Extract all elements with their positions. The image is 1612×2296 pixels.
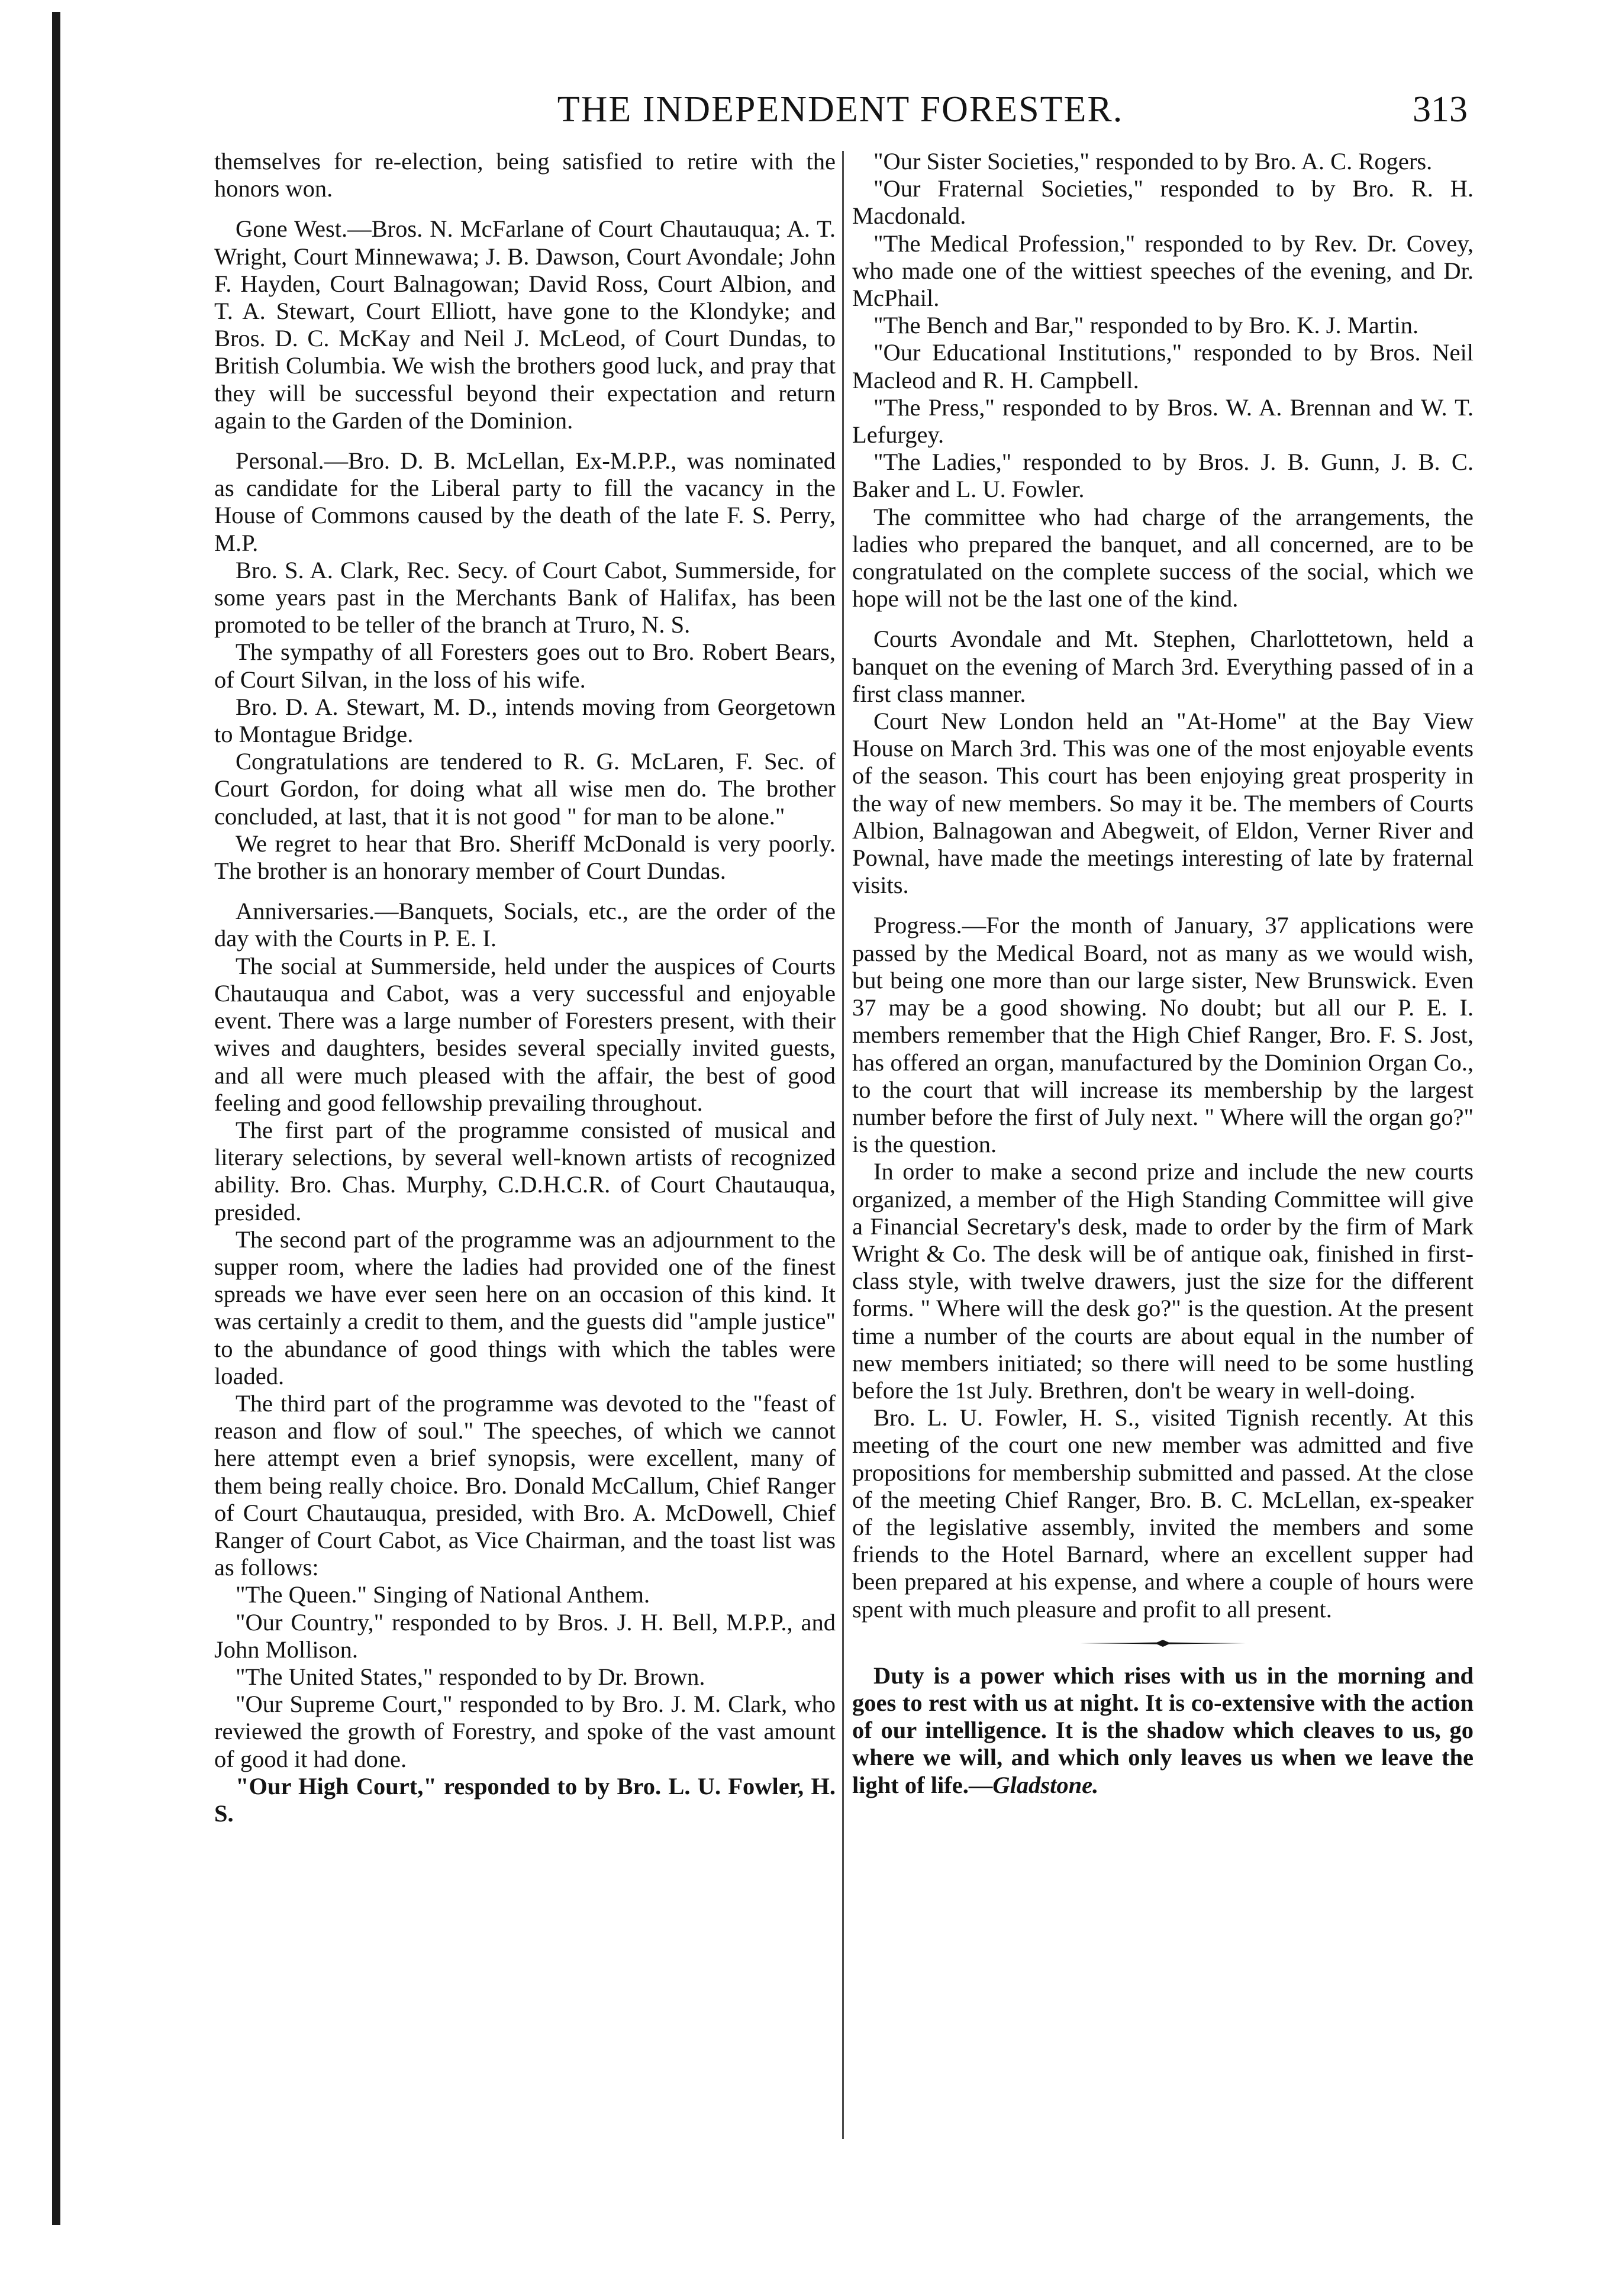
quote-author: Gladstone. bbox=[992, 1771, 1099, 1798]
toast-item: "The Bench and Bar," responded to by Bro. K. J. Martin. bbox=[873, 312, 1419, 339]
toast-item: "Our Sister Societies," responded to by Bro. A. C. Rogers. bbox=[873, 148, 1433, 175]
paragraph: We regret to hear that Bro. Sheriff McDonald is very poorly. The brother is an honorary member of Court Dundas. bbox=[214, 830, 836, 885]
paragraph: Bro. S. A. Clark, Rec. Secy. of Court Cabot, Summerside, for some years past in the Merchants Bank of Halifax, has been promoted to be teller of the branch at Truro, N. S. bbox=[214, 556, 836, 639]
binding-edge bbox=[52, 12, 60, 2225]
paragraph-anniversaries: Anniversaries.—Banquets, Socials, etc., are the order of the day with the Courts in P. E. I. bbox=[214, 898, 836, 952]
paragraph-gone-west: Gone West.—Bros. N. McFarlane of Court Chautauqua; A. T. Wright, Court Minnewawa; J. B. Dawson, Court Avondale; John F. Hayden, Court Balnagowan; David Ross, Court Albion, and T. A. Stewart, Court Elliott, have gone to the Klondyke; and Bros. D. C. McKay and Neil J. McLeod, of Court Dundas, to British Columbia. We wish the brothers good luck, and pray that they will be successful beyond their expectation and return again to the Garden of the Dominion. bbox=[214, 215, 836, 434]
column-divider bbox=[842, 151, 844, 2139]
paragraph: The committee who had charge of the arrangements, the ladies who prepared the banquet, and all concerned, are to be congratulated on the complete success of the social, which we hope will not be the last one of the kind. bbox=[852, 503, 1474, 612]
ornament-rule-icon bbox=[1080, 1637, 1246, 1649]
toast-item: "The Ladies," responded to by Bros. J. B. Gunn, J. B. C. Baker and L. U. Fowler. bbox=[852, 449, 1474, 503]
toast-item: "Our High Court," responded to by Bro. L. U. Fowler, H. S. bbox=[214, 1772, 836, 1827]
paragraph: Bro. L. U. Fowler, H. S., visited Tignish recently. At this meeting of the court one new member was admitted and five propositions for membership submitted and passed. At the close of the meeting Chief Ranger, Bro. B. C. McLellan, ex-speaker of the legislative assembly, invited the members and some friends to the Hotel Barnard, where an excellent supper had been prepared at his expense, and where a couple of hours were spent with much pleasure and profit to all present. bbox=[852, 1404, 1474, 1623]
right-column bbox=[852, 148, 1474, 1799]
paragraph: Courts Avondale and Mt. Stephen, Charlottetown, held a banquet on the evening of March 3rd. Everything passed of in a first class manner. bbox=[852, 625, 1474, 707]
paragraph: The third part of the programme was devoted to the "feast of reason and flow of soul." The speeches, of which we cannot here attempt even a brief synopsis, were excellent, many of them being really choice. Bro. Donald McCallum, Chief Ranger of Court Chautauqua, presided, with Bro. A. McDowell, Chief Ranger of Court Cabot, as Vice Chairman, and the toast list was as follows: bbox=[214, 1389, 836, 1581]
page-number: 313 bbox=[1413, 89, 1468, 130]
paragraph: Bro. D. A. Stewart, M. D., intends moving from Georgetown to Montague Bridge. bbox=[214, 693, 836, 748]
toast-item: "Our Country," responded to by Bros. J. H. Bell, M.P.P., and John Mollison. bbox=[214, 1608, 836, 1663]
toast-item: "The United States," responded to by Dr. Brown. bbox=[236, 1663, 705, 1690]
left-column bbox=[214, 148, 836, 1827]
closing-quote bbox=[852, 1662, 1474, 1799]
section-ornament bbox=[852, 1637, 1474, 1649]
toast-item: "Our Supreme Court," responded to by Bro. J. M. Clark, who reviewed the growth of Forestry, and spoke of the vast amount of good it had done. bbox=[214, 1691, 836, 1772]
paragraph: The second part of the programme was an adjournment to the supper room, where the ladies had provided one of the finest spreads we have ever seen here on an occasion of this kind. It was certainly a credit to them, and the guests did "ample justice" to the abundance of good things with which the tables were loaded. bbox=[214, 1226, 836, 1389]
toast-item: "Our Fraternal Societies," responded to by Bro. R. H. Macdonald. bbox=[852, 175, 1474, 230]
toast-item: "The Medical Profession," responded to by Rev. Dr. Covey, who made one of the wittiest speeches of the evening, and Dr. McPhail. bbox=[852, 230, 1474, 312]
paragraph: The social at Summerside, held under the auspices of Courts Chautauqua and Cabot, was a very successful and enjoyable event. There was a large number of Foresters present, with their wives and daughters, besides several specially invited guests, and all were much pleased with the affair, the best of good feeling and good fellowship prevailing throughout. bbox=[214, 952, 836, 1116]
paragraph: Court New London held an "At-Home" at the Bay View House on March 3rd. This was one of the most enjoyable events of the season. This court has been enjoying great prosperity in the way of new members. So may it be. The members of Courts Albion, Balnagowan and Abegweit, of Eldon, Verner River and Pownal, have made the meetings interesting of late by fraternal visits. bbox=[852, 708, 1474, 899]
paragraph: The sympathy of all Foresters goes out to Bro. Robert Bears, of Court Silvan, in the loss of his wife. bbox=[214, 639, 836, 693]
paragraph: The first part of the programme consisted of musical and literary selections, by several well-known artists of recognized ability. Bro. Chas. Murphy, C.D.H.C.R. of Court Chautauqua, presided. bbox=[214, 1116, 836, 1226]
page-title: THE INDEPENDENT FORESTER. bbox=[557, 89, 1124, 130]
running-head bbox=[213, 83, 1468, 136]
quote-text: Duty is a power which rises with us in the morning and goes to rest with us at night. It is co-extensive with the action of our intelligence. It is the shadow which cleaves to us, go where we will, and which only leaves us when we leave the light of life.— bbox=[852, 1662, 1474, 1798]
toast-item: "Our Educational Institutions," responded to by Bros. Neil Macleod and R. H. Campbell. bbox=[852, 339, 1474, 394]
paragraph-progress: Progress.—For the month of January, 37 applications were passed by the Medical Board, not as many as we would wish, but being one more than our large sister, New Brunswick. Even 37 may be a good showing. No doubt; but all our P. E. I. members remember that the High Chief Ranger, Bro. F. S. Jost, has offered an organ, manufactured by the Dominion Organ Co., to the court that will increase its membership by the largest number before the first of July next. " Where will the organ go?" is the question. bbox=[852, 912, 1474, 1158]
toast-item: "The Queen." Singing of National Anthem. bbox=[236, 1581, 650, 1608]
toast-item: "The Press," responded to by Bros. W. A. Brennan and W. T. Lefurgey. bbox=[852, 394, 1474, 449]
paragraph: In order to make a second prize and include the new courts organized, a member of the High Standing Committee will give a Financial Secretary's desk, made to order by the firm of Mark Wright & Co. The desk will be of antique oak, finished in first-class style, with twelve drawers, just the size for the different forms. " Where will the desk go?" is the question. At the present time a number of the courts are about equal in the number of new members initiated; so there will need to be some hustling before the 1st July. Brethren, don't be weary in well-doing. bbox=[852, 1158, 1474, 1404]
paragraph-personal: Personal.—Bro. D. B. McLellan, Ex-M.P.P., was nominated as candidate for the Liberal party to fill the vacancy in the House of Commons caused by the death of the late F. S. Perry, M.P. bbox=[214, 447, 836, 556]
paragraph: themselves for re-election, being satisfied to retire with the honors won. bbox=[214, 148, 836, 202]
paragraph: Congratulations are tendered to R. G. McLaren, F. Sec. of Court Gordon, for doing what all wise men do. The brother concluded, at last, that it is not good " for man to be alone." bbox=[214, 748, 836, 830]
